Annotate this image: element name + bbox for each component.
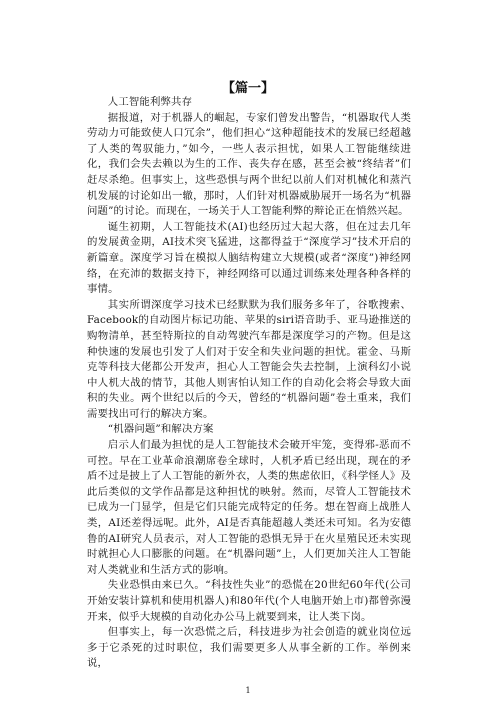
document-body xyxy=(87,95,411,672)
paragraph-heading: 人工智能利弊共存 xyxy=(107,96,193,108)
paragraph-heading: “机器问题”和解决方案 xyxy=(107,423,214,436)
paragraph: 据报道，对于机器人的崛起，专家们曾发出警告，“机器取代人类劳动力可能致使人口冗余”，他们担心“这种超能技术的发展已经超越了人类的驾驭能力，”如今，一些人表示担忧，如果人工智能继续进化，我们会失去赖以为生的工作、丧失存在感，甚至会被“终结者”们赶尽杀绝。但事实上，这些恐惧与两个世纪以前人们对机械化和蒸汽机发展的讨论如出一辙，那时，人们针对机器威胁展开一场名为“机器问题”的讨论。而现在，一场关于人工智能利弊的辩论正在悄然兴起。 xyxy=(87,111,411,218)
paragraph: 失业恐惧由来已久。“科技性失业”的恐慌在20世纪60年代(公司开始安装计算机和使用机器人)和80年代(个人电脑开始上市)都曾弥漫开来，似乎大规模的自动化办公马上就要到来，让人类下岗。 xyxy=(87,579,411,623)
paragraph: 其实所谓深度学习技术已经默默为我们服务多年了，谷歌搜索、Facebook的自动图片标记功能、苹果的siri语音助手、亚马逊推送的购物清单，甚至特斯拉的自动驾驶汽车都是深度学习的产物。但是这种快速的发展也引发了人们对于安全和失业问题的担忧。霍金、马斯克等科技大佬都公开发声，担心人工智能会失去控制，上演科幻小说中人机大战的情节，其他人则害怕认知工作的自动化会将会导致大面积的失业。两个世纪以后的今天，曾经的“机器问题”卷土重来，我们需要找出可行的解决方案。 xyxy=(87,298,411,420)
section-title: 【篇一】 xyxy=(221,81,274,96)
paragraph: 但事实上，每一次恐慌之后，科技进步为社会创造的就业岗位远多于它杀死的过时职位，我们需要更多人从事全新的工作。举例来说， xyxy=(87,626,411,670)
paragraph: 诞生初期，人工智能技术(AI)也经历过大起大落，但在过去几年的发展黄金期，AI技术突飞猛进，这都得益于“深度学习”技术开启的新篇章。深度学习旨在模拟人脑结构建立大规模(或者“深度”)神经网络，在充沛的数据支持下，神经网络可以通过训练来处理各种各样的事情。 xyxy=(87,220,411,296)
page-number: 1 xyxy=(245,686,251,695)
paragraph: 启示人们最为担忧的是人工智能技术会破开牢笼，变得邪-恶而不可控。早在工业革命浪潮席卷全球时，人机矛盾已经出现，现在的矛盾不过是披上了人工智能的新外衣，人类的焦虑依旧，《科学怪人》及此后类似的文学作品都是这种担忧的映射。然而，尽管人工智能技术已成为一门显学，但是它们只能完成特定的任务。想在智商上战胜人类，AI还差得远呢。此外，AI是否真能超越人类还未可知。名为安德鲁的AI研究人员表示，对人工智能的恐惧无异于在火星殖民还未实现时就担心人口膨胀的问题。在“机器问题”上，人们更加关注人工智能对人类就业和生活方式的影响。 xyxy=(87,439,411,576)
